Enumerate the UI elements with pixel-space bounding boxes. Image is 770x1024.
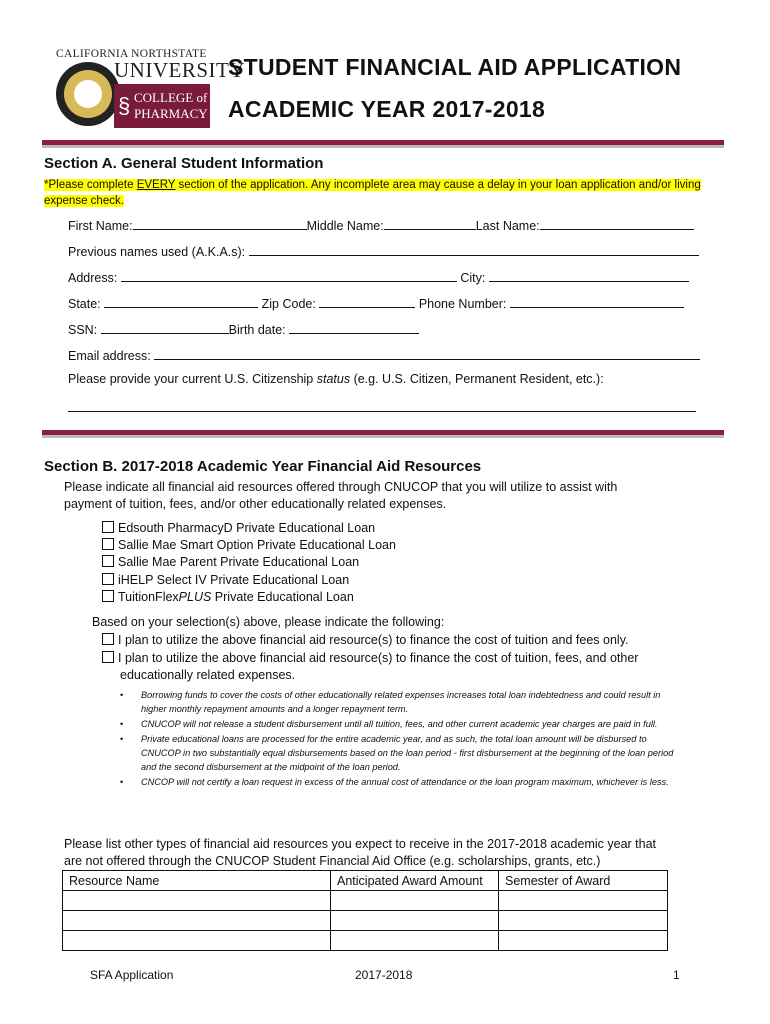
col-award-amount: Anticipated Award Amount — [331, 871, 499, 891]
table-cell[interactable] — [331, 931, 499, 951]
section-a-heading: Section A. General Student Information — [44, 155, 324, 172]
logo-university-line1: CALIFORNIA NORTHSTATE — [56, 48, 207, 60]
checkbox[interactable] — [102, 538, 114, 550]
last-name-field[interactable] — [540, 216, 694, 230]
ssn-row — [68, 320, 419, 337]
university-logo — [52, 48, 245, 130]
email-row — [68, 346, 700, 363]
logo-college-line1: COLLEGE of — [134, 90, 208, 105]
checkbox[interactable] — [102, 521, 114, 533]
disbursement-notes — [120, 688, 680, 790]
table-cell[interactable] — [63, 891, 331, 911]
checkbox[interactable] — [102, 573, 114, 585]
state-label: State: — [68, 297, 101, 311]
section-divider — [42, 430, 724, 438]
seal-icon — [56, 62, 120, 126]
zip-label: Zip Code: — [261, 297, 316, 311]
form-title: STUDENT FINANCIAL AID APPLICATION — [228, 54, 682, 80]
academic-year-value: 2017-2018 — [432, 96, 546, 122]
table-row — [63, 911, 668, 931]
section-b-heading: Section B. 2017-2018 Academic Year Financial Aid Resources — [44, 458, 482, 475]
city-field[interactable] — [489, 268, 689, 282]
checkbox[interactable] — [102, 555, 114, 567]
list-item: • CNCOP will not certify a loan request in excess of the annual cost of attendance or the loan program maximum, whichever is less. — [120, 777, 669, 787]
plan-tuition-fees-other[interactable]: I plan to utilize the above financial aid resource(s) to finance the cost of tuition, fees, and other — [102, 651, 638, 665]
state-field[interactable] — [104, 294, 258, 308]
resources-table — [62, 870, 668, 951]
address-field[interactable] — [121, 268, 457, 282]
last-name-label: Last Name: — [475, 219, 540, 233]
plan-tuition-fees-only[interactable]: I plan to utilize the above financial aid resource(s) to finance the cost of tuition and fees only. — [102, 633, 629, 647]
checkbox[interactable] — [102, 590, 114, 602]
header-divider — [42, 140, 724, 148]
address-label: Address: — [68, 271, 118, 285]
college-badge — [114, 84, 210, 128]
table-cell[interactable] — [63, 931, 331, 951]
page-number: 1 — [673, 968, 680, 982]
table-header-row — [63, 871, 668, 891]
table-cell[interactable] — [499, 891, 668, 911]
address-row — [68, 268, 689, 285]
academic-year-label: ACADEMIC YEAR — [228, 96, 426, 122]
table-cell[interactable] — [499, 931, 668, 951]
previous-names-field[interactable] — [249, 242, 699, 256]
caduceus-icon: § — [118, 93, 131, 118]
citizenship-prompt: Please provide your current U.S. Citizenship status (e.g. U.S. Citizen, Permanent Resident, etc.): — [68, 372, 604, 386]
middle-name-field[interactable] — [384, 216, 476, 230]
city-label: City: — [460, 271, 486, 285]
other-resources-prompt: Please list other types of financial aid resources you expect to receive in the 2017-2018 academic year that are not offered through the CNUCOP Student Financial Aid Office (e.g. scholarships, grants, etc.) — [64, 837, 657, 868]
state-row — [68, 294, 684, 311]
completion-note: *Please complete EVERY section of the application. Any incomplete area may cause a delay in your loan application and/or living expense check. — [44, 179, 701, 207]
loan-option-sallie-smart[interactable]: Sallie Mae Smart Option Private Educational Loan — [102, 538, 396, 552]
previous-names-label: Previous names used (A.K.A.s): — [68, 245, 246, 259]
section-b-intro: Please indicate all financial aid resources offered through CNUCOP that you will utilize to assist with payment of tuition, fees, and/or other educationally related expenses. — [64, 480, 618, 511]
email-field[interactable] — [154, 346, 700, 360]
ssn-field[interactable] — [101, 320, 229, 334]
ssn-label: SSN: — [68, 323, 98, 337]
phone-field[interactable] — [510, 294, 684, 308]
col-resource-name: Resource Name — [63, 871, 331, 891]
plan-tuition-fees-other-cont: educationally related expenses. — [120, 668, 296, 682]
first-name-label: First Name: — [68, 219, 133, 233]
previous-names-row — [68, 242, 699, 259]
table-row — [63, 931, 668, 951]
citizenship-field[interactable] — [68, 411, 696, 412]
table-cell[interactable] — [331, 911, 499, 931]
loan-option-edsouth[interactable]: Edsouth PharmacyD Private Educational Loan — [102, 521, 375, 535]
birth-date-label: Birth date: — [228, 323, 286, 337]
footer-year: 2017-2018 — [355, 968, 413, 982]
first-name-field[interactable] — [133, 216, 307, 230]
list-item: • CNUCOP will not release a student disbursement until all tuition, fees, and other current academic year charges are paid in full. — [120, 719, 658, 729]
logo-college-line2: PHARMACY — [134, 106, 208, 121]
table-row — [63, 891, 668, 911]
form-subtitle — [228, 96, 545, 123]
loan-option-tuitionflex[interactable]: TuitionFlexPLUS Private Educational Loan — [102, 590, 354, 604]
email-label: Email address: — [68, 349, 151, 363]
list-item: • Private educational loans are processed for the entire academic year, and as such, the total loan amount will be disbursed to CNUCOP in two substantially equal disbursements based on the loan period - first disbursement at the beginning of the loan period and the second disbursement at the midpoint of the loan period. — [120, 734, 674, 772]
table-cell[interactable] — [331, 891, 499, 911]
middle-name-label: Middle Name: — [306, 219, 384, 233]
table-cell[interactable] — [63, 911, 331, 931]
birth-date-field[interactable] — [289, 320, 419, 334]
checkbox[interactable] — [102, 633, 114, 645]
logo-university-line2: UNIVERSITY — [114, 58, 245, 82]
based-on-selection: Based on your selection(s) above, please indicate the following: — [92, 615, 445, 629]
table-cell[interactable] — [499, 911, 668, 931]
name-row — [68, 216, 694, 233]
list-item: • Borrowing funds to cover the costs of other educationally related expenses increases total loan indebtedness and could result in higher monthly repayment amounts and a longer repayment term. — [120, 690, 661, 714]
footer-form-name: SFA Application — [90, 968, 174, 982]
loan-option-sallie-parent[interactable]: Sallie Mae Parent Private Educational Loan — [102, 555, 359, 569]
checkbox[interactable] — [102, 651, 114, 663]
loan-option-ihelp[interactable]: iHELP Select IV Private Educational Loan — [102, 573, 349, 587]
col-semester: Semester of Award — [499, 871, 668, 891]
phone-label: Phone Number: — [418, 297, 507, 311]
zip-field[interactable] — [319, 294, 415, 308]
